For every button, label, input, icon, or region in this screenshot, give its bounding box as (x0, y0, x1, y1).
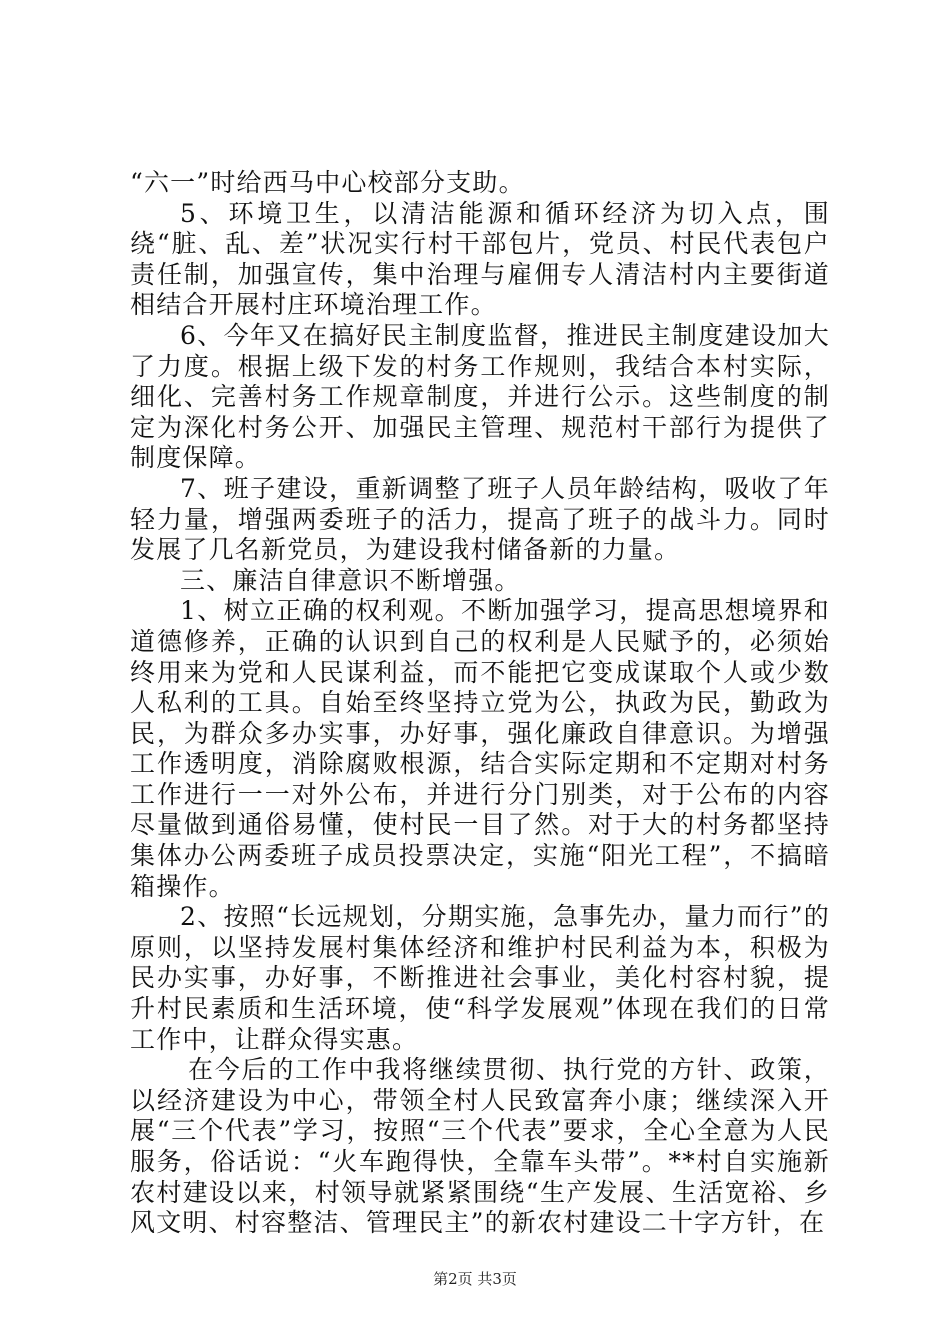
paragraph-item-5: 5、环境卫生，以清洁能源和循环经济为切入点，围绕“脏、乱、差”状况实行村干部包片，党员、村民代表包户责任制，加强宣传，集中治理与雇佣专人清洁村内主要街道相结合开展村庄环境治理工作。 (130, 198, 830, 320)
paragraph-item-1: 1、树立正确的权利观。不断加强学习，提高思想境界和道德修养，正确的认识到自己的权利是人民赋予的，必须始终用来为党和人民谋利益，而不能把它变成谋取个人或少数人私利的工具。自始至终坚持立党为公，执政为民，勤政为民，为群众多办实事，办好事，强化廉政自律意识。为增强工作透明度，消除腐败根源，结合实际定期和不定期对村务工作进行一一对外公布，并进行分门别类，对于公布的内容尽量做到通俗易懂，使村民一目了然。对于大的村务都坚持集体办公两委班子成员投票决定，实施“阳光工程”，不搞暗箱操作。 (130, 596, 830, 901)
page-footer: 第2页 共3页 (433, 1270, 517, 1288)
paragraph-continuation: “六一”时给西马中心校部分支助。 (130, 168, 525, 197)
document-body (130, 168, 830, 1239)
paragraph-item-2: 2、按照“长远规划，分期实施，急事先办，量力而行”的原则，以坚持发展村集体经济和维护村民利益为本，积极为民办实事，办好事，不断推进社会事业，美化村容村貌，提升村民素质和生活环境，使“科学发展观”体现在我们的日常工作中，让群众得实惠。 (130, 902, 830, 1054)
paragraph-item-7: 7、班子建设，重新调整了班子人员年龄结构，吸收了年轻力量，增强两委班子的活力，提高了班子的战斗力。同时发展了几名新党员，为建设我村储备新的力量。 (130, 473, 830, 565)
paragraph-future-work: 在今后的工作中我将继续贯彻、执行党的方针、政策，以经济建设为中心，带领全村人民致富奔小康；继续深入开展“三个代表”学习，按照“三个代表”要求，全心全意为人民服务，俗话说：“火车跑得快，全靠车头带”。**村自实施新农村建设以来，村领导就紧紧围绕“生产发展、生活宽裕、乡风文明、村容整洁、管理民主”的新农村建设二十字方针，在 (130, 1055, 830, 1238)
paragraph-item-6: 6、今年又在搞好民主制度监督，推进民主制度建设加大了力度。根据上级下发的村务工作规则，我结合本村实际，细化、完善村务工作规章制度，并进行公示。这些制度的制定为深化村务公开、加强民主管理、规范村干部行为提供了制度保障。 (130, 320, 830, 473)
section-heading-three: 三、廉洁自律意识不断增强。 (180, 565, 521, 595)
